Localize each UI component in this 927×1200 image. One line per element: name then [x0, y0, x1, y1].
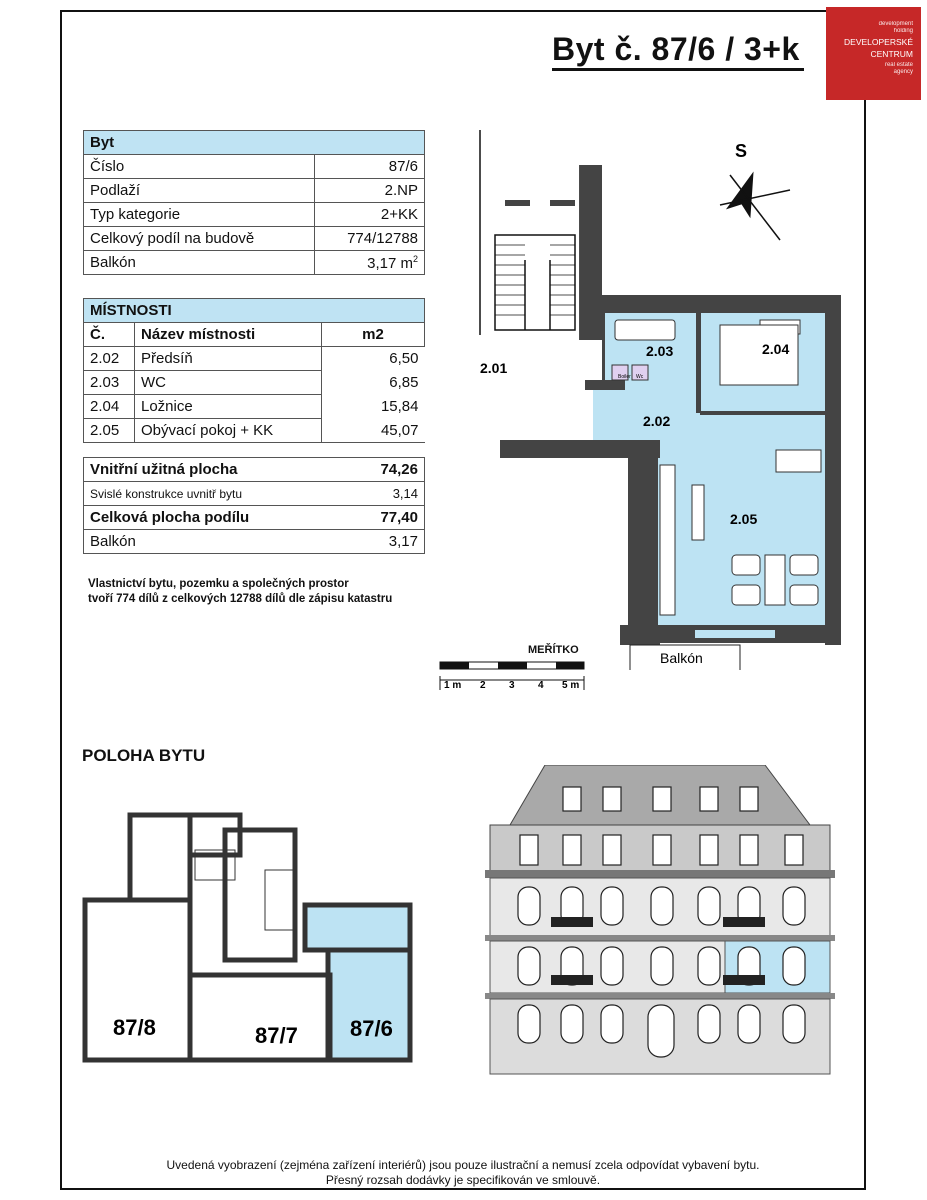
room-area: 6,50 — [322, 347, 425, 371]
room-label-2-03: 2.03 — [646, 343, 674, 359]
room-area: 45,07 — [322, 419, 425, 443]
row-value: 2.NP — [315, 179, 425, 203]
boiler-label: Boiler — [618, 374, 631, 380]
summary-row — [84, 506, 425, 530]
page-title: Byt č. 87/6 / 3+k — [552, 30, 804, 71]
row-label: Celkový podíl na budově — [84, 227, 315, 251]
logo-subline: real estate — [884, 62, 913, 68]
table-row — [84, 227, 425, 251]
unit-87-6: 87/6 — [350, 1016, 393, 1041]
table-row — [84, 155, 425, 179]
ownership-note — [88, 577, 392, 607]
row-value: 774/12788 — [315, 227, 425, 251]
row-label: Číslo — [84, 155, 315, 179]
note-line: tvoří 774 dílů z celkových 12788 dílů dle zápisu katastru — [88, 593, 393, 605]
logo-subline-2: agency — [893, 69, 913, 75]
rooms-table-header: MÍSTNOSTI — [84, 299, 425, 323]
byt-table — [83, 130, 425, 275]
room-name: WC — [135, 371, 322, 395]
summary-value: 3,14 — [322, 482, 425, 506]
room-no: 2.03 — [84, 371, 135, 395]
scale-tick: 5 m — [562, 680, 580, 691]
room-no: 2.05 — [84, 419, 135, 443]
summary-value: 74,26 — [322, 458, 425, 482]
logo-tagline-2: holding — [893, 28, 913, 34]
scale-tick: 1 m — [444, 680, 462, 691]
footer-line: Uvedená vyobrazení (zejména zařízení interiérů) jsou pouze ilustrační a nemusí zcela odpovídat vybavení bytu. — [166, 1158, 760, 1172]
summary-row — [84, 530, 425, 554]
rooms-table — [83, 298, 425, 554]
wc-label: Wc — [636, 374, 644, 380]
footer-line: Přesný rozsah dodávky je specifikován ve smlouvě. — [325, 1173, 601, 1187]
row-label: Balkón — [84, 251, 315, 275]
row-value: 2+KK — [315, 203, 425, 227]
scale-tick: 2 — [480, 680, 486, 691]
room-no: 2.02 — [84, 347, 135, 371]
col-area: m2 — [322, 323, 425, 347]
scale-tick: 3 — [509, 680, 515, 691]
summary-label: Balkón — [84, 530, 322, 554]
summary-label: Svislé konstrukce uvnitř bytu — [84, 482, 322, 506]
room-label-2-01: 2.01 — [480, 360, 508, 376]
company-logo — [826, 7, 921, 100]
row-label: Podlaží — [84, 179, 315, 203]
room-name: Předsíň — [135, 347, 322, 371]
disclaimer-footer — [60, 1158, 866, 1188]
location-plan — [80, 810, 440, 1090]
scale-tick: 4 — [538, 680, 544, 691]
table-row — [84, 395, 425, 419]
room-area: 15,84 — [322, 395, 425, 419]
poloha-heading: POLOHA BYTU — [82, 746, 206, 765]
room-name: Obývací pokoj + KK — [135, 419, 322, 443]
balcony-label: Balkón — [660, 650, 703, 666]
logo-name-2: CENTRUM — [870, 49, 913, 59]
byt-table-header: Byt — [84, 131, 425, 155]
table-row — [84, 347, 425, 371]
summary-label: Vnitřní užitná plocha — [84, 458, 322, 482]
room-area: 6,85 — [322, 371, 425, 395]
staircase — [480, 130, 580, 340]
logo-tagline: development — [878, 21, 913, 27]
compass-icon — [720, 167, 790, 240]
room-label-2-02: 2.02 — [643, 413, 671, 429]
note-line: Vlastnictví bytu, pozemku a společných prostor — [88, 578, 349, 590]
table-row — [84, 179, 425, 203]
row-value: 87/6 — [315, 155, 425, 179]
summary-value: 3,17 — [322, 530, 425, 554]
floor-plan — [460, 125, 860, 670]
unit-87-7: 87/7 — [255, 1023, 298, 1048]
table-row — [84, 371, 425, 395]
table-row — [84, 203, 425, 227]
room-label-2-05: 2.05 — [730, 511, 758, 527]
room-no: 2.04 — [84, 395, 135, 419]
summary-label: Celková plocha podílu — [84, 506, 322, 530]
table-row — [84, 419, 425, 443]
rooms-col-headers — [84, 323, 425, 347]
summary-row — [84, 458, 425, 482]
logo-name: DEVELOPERSKÉ — [844, 37, 913, 47]
row-value: 3,17 $m^2$ — [315, 251, 425, 275]
scale-title: MEŘÍTKO — [528, 644, 579, 656]
col-no: Č. — [84, 323, 135, 347]
unit-87-8: 87/8 — [113, 1015, 156, 1040]
room-name: Ložnice — [135, 395, 322, 419]
summary-value: 77,40 — [322, 506, 425, 530]
row-label: Typ kategorie — [84, 203, 315, 227]
compass-label: S — [735, 141, 748, 161]
room-label-2-04: 2.04 — [762, 341, 790, 357]
summary-row — [84, 482, 425, 506]
table-row — [84, 251, 425, 275]
scale-bar — [438, 660, 588, 692]
building-facade — [485, 765, 835, 1085]
col-name: Název místnosti — [135, 323, 322, 347]
